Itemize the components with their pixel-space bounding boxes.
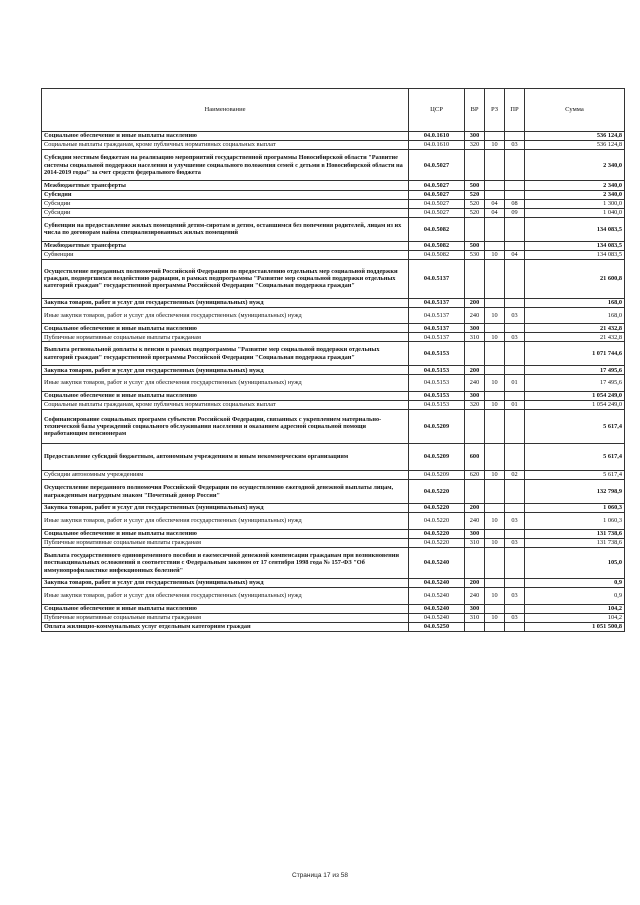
table-row — [42, 513, 625, 530]
cell-pr — [505, 217, 525, 241]
cell-csr: 04.0.5082 — [409, 241, 465, 250]
cell-pr — [505, 181, 525, 190]
cell-name: Осуществление переданных полномочий Российской Федерации по предоставлению отдельных мер социальной поддержки граждан, подвергшихся воздействию радиации, в рамках подпрограммы "Развитие мер социальной поддержки отдельных категорий граждан" государственной программы Российской Федерации "Социальная поддержка граждан" — [42, 259, 409, 298]
cell-vr: 300 — [465, 529, 485, 538]
cell-sum: 104,2 — [525, 604, 625, 613]
cell-rz — [485, 480, 505, 504]
cell-rz: 10 — [485, 400, 505, 409]
cell-vr: 520 — [465, 190, 485, 199]
cell-sum: 131 738,6 — [525, 529, 625, 538]
cell-pr: 08 — [505, 199, 525, 208]
cell-sum: 134 083,5 — [525, 250, 625, 259]
cell-pr — [505, 342, 525, 366]
cell-sum: 21 432,8 — [525, 333, 625, 342]
cell-rz — [485, 604, 505, 613]
table-row — [42, 190, 625, 199]
cell-csr: 04.0.1610 — [409, 132, 465, 141]
cell-rz: 10 — [485, 333, 505, 342]
table-row — [42, 217, 625, 241]
header-pr: ПР — [505, 89, 525, 132]
cell-name: Предоставление субсидий бюджетным, автономным учреждениям и иным некоммерческим организациям — [42, 444, 409, 471]
cell-csr: 04.0.5209 — [409, 410, 465, 444]
cell-name: Субсидии местным бюджетам на реализацию мероприятий государственной программы Новосибирской области "Развитие системы социальной поддержки населения и улучшение социального положения семей с детьми в Новосибирской области на 2014-2019 годы" за счет средств федерального бюджета — [42, 150, 409, 181]
cell-rz — [485, 391, 505, 400]
table-row — [42, 298, 625, 307]
cell-vr: 200 — [465, 504, 485, 513]
cell-vr — [465, 622, 485, 631]
cell-vr: 200 — [465, 366, 485, 375]
header-name: Наименование — [42, 89, 409, 132]
cell-name: Публичные нормативные социальные выплаты гражданам — [42, 333, 409, 342]
table-row — [42, 241, 625, 250]
table-row — [42, 199, 625, 208]
cell-name: Социальное обеспечение и иные выплаты населению — [42, 529, 409, 538]
cell-pr: 04 — [505, 250, 525, 259]
cell-pr — [505, 504, 525, 513]
cell-name: Социальное обеспечение и иные выплаты населению — [42, 324, 409, 333]
cell-name: Иные закупки товаров, работ и услуг для обеспечения государственных (муниципальных) нужд — [42, 307, 409, 324]
cell-vr: 600 — [465, 444, 485, 471]
cell-sum: 1 060,3 — [525, 504, 625, 513]
cell-name: Субвенции на предоставление жилых помещений детям-сиротам и детям, оставшимся без попечения родителей, лицам из их числа по договорам найма специализированных жилых помещений — [42, 217, 409, 241]
table-row — [42, 579, 625, 588]
cell-sum: 1 054 249,0 — [525, 400, 625, 409]
cell-pr: 03 — [505, 613, 525, 622]
cell-sum: 21 600,8 — [525, 259, 625, 298]
cell-name: Закупка товаров, работ и услуг для государственных (муниципальных) нужд — [42, 504, 409, 513]
cell-pr: 03 — [505, 513, 525, 530]
cell-rz — [485, 324, 505, 333]
cell-sum: 5 617,4 — [525, 471, 625, 480]
cell-pr: 03 — [505, 307, 525, 324]
cell-name: Закупка товаров, работ и услуг для государственных (муниципальных) нужд — [42, 298, 409, 307]
table-row — [42, 324, 625, 333]
cell-rz: 04 — [485, 208, 505, 217]
cell-pr: 03 — [505, 588, 525, 605]
cell-rz — [485, 444, 505, 471]
cell-rz — [485, 410, 505, 444]
table-row — [42, 181, 625, 190]
cell-csr: 04.0.5137 — [409, 324, 465, 333]
cell-name: Межбюджетные трансферты — [42, 241, 409, 250]
table-row — [42, 538, 625, 547]
cell-rz — [485, 259, 505, 298]
cell-sum: 536 124,8 — [525, 141, 625, 150]
table-row — [42, 342, 625, 366]
cell-sum: 104,2 — [525, 613, 625, 622]
cell-csr: 04.0.5220 — [409, 480, 465, 504]
cell-vr: 500 — [465, 241, 485, 250]
table-row — [42, 622, 625, 631]
table-row — [42, 250, 625, 259]
cell-name: Социальные выплаты гражданам, кроме публичных нормативных социальных выплат — [42, 141, 409, 150]
cell-pr: 02 — [505, 471, 525, 480]
cell-csr: 04.0.5153 — [409, 375, 465, 392]
cell-rz — [485, 366, 505, 375]
cell-pr — [505, 604, 525, 613]
cell-sum: 17 495,6 — [525, 375, 625, 392]
cell-name: Социальное обеспечение и иные выплаты населению — [42, 604, 409, 613]
cell-sum: 1 040,0 — [525, 208, 625, 217]
cell-csr: 04.0.5240 — [409, 547, 465, 578]
cell-sum: 5 617,4 — [525, 444, 625, 471]
cell-sum: 1 051 500,8 — [525, 622, 625, 631]
cell-vr — [465, 259, 485, 298]
table-row — [42, 410, 625, 444]
cell-vr: 520 — [465, 208, 485, 217]
cell-csr: 04.0.5027 — [409, 150, 465, 181]
cell-csr: 04.0.5220 — [409, 538, 465, 547]
cell-pr — [505, 150, 525, 181]
cell-rz — [485, 241, 505, 250]
cell-name: Публичные нормативные социальные выплаты гражданам — [42, 538, 409, 547]
cell-rz: 10 — [485, 613, 505, 622]
cell-name: Иные закупки товаров, работ и услуг для обеспечения государственных (муниципальных) нужд — [42, 588, 409, 605]
cell-csr: 04.0.5240 — [409, 579, 465, 588]
cell-csr: 04.0.5153 — [409, 391, 465, 400]
cell-pr — [505, 391, 525, 400]
cell-pr — [505, 298, 525, 307]
cell-rz — [485, 342, 505, 366]
cell-sum: 2 340,0 — [525, 190, 625, 199]
cell-name: Закупка товаров, работ и услуг для государственных (муниципальных) нужд — [42, 579, 409, 588]
cell-rz: 10 — [485, 250, 505, 259]
table-body — [42, 132, 625, 632]
cell-pr — [505, 410, 525, 444]
cell-sum: 132 798,9 — [525, 480, 625, 504]
cell-vr — [465, 342, 485, 366]
cell-vr — [465, 547, 485, 578]
table-row — [42, 150, 625, 181]
cell-sum: 168,0 — [525, 307, 625, 324]
cell-csr: 04.0.1610 — [409, 141, 465, 150]
cell-vr: 300 — [465, 324, 485, 333]
cell-sum: 105,0 — [525, 547, 625, 578]
cell-csr: 04.0.5027 — [409, 190, 465, 199]
cell-csr: 04.0.5137 — [409, 307, 465, 324]
cell-pr: 03 — [505, 538, 525, 547]
cell-pr — [505, 579, 525, 588]
table-row — [42, 588, 625, 605]
cell-rz — [485, 190, 505, 199]
cell-pr — [505, 132, 525, 141]
cell-pr — [505, 259, 525, 298]
header-csr: ЦСР — [409, 89, 465, 132]
cell-vr: 620 — [465, 471, 485, 480]
cell-csr: 04.0.5153 — [409, 342, 465, 366]
table-row — [42, 400, 625, 409]
cell-rz — [485, 217, 505, 241]
cell-vr: 530 — [465, 250, 485, 259]
header-sum: Сумма — [525, 89, 625, 132]
cell-name: Осуществление переданного полномочия Российской Федерации по осуществлению ежегодной денежной выплаты лицам, награжденным нагрудным знаком "Почетный донор России" — [42, 480, 409, 504]
cell-pr — [505, 622, 525, 631]
cell-sum: 134 083,5 — [525, 217, 625, 241]
cell-sum: 2 340,0 — [525, 150, 625, 181]
cell-sum: 134 083,5 — [525, 241, 625, 250]
cell-vr: 240 — [465, 588, 485, 605]
table-row — [42, 480, 625, 504]
cell-vr — [465, 410, 485, 444]
cell-name: Оплата жилищно-коммунальных услуг отдельным категориям граждан — [42, 622, 409, 631]
cell-pr: 01 — [505, 400, 525, 409]
cell-vr: 520 — [465, 199, 485, 208]
cell-rz: 04 — [485, 199, 505, 208]
cell-sum: 2 340,0 — [525, 181, 625, 190]
cell-name: Публичные нормативные социальные выплаты гражданам — [42, 613, 409, 622]
cell-pr: 09 — [505, 208, 525, 217]
cell-sum: 1 300,0 — [525, 199, 625, 208]
table-row — [42, 208, 625, 217]
cell-vr: 320 — [465, 141, 485, 150]
table-row — [42, 444, 625, 471]
table-row — [42, 333, 625, 342]
table-header — [42, 89, 625, 132]
header-rz: РЗ — [485, 89, 505, 132]
cell-sum: 17 495,6 — [525, 366, 625, 375]
cell-rz — [485, 298, 505, 307]
cell-csr: 04.0.5240 — [409, 604, 465, 613]
cell-pr — [505, 366, 525, 375]
cell-csr: 04.0.5209 — [409, 444, 465, 471]
table-row — [42, 375, 625, 392]
cell-vr: 200 — [465, 298, 485, 307]
cell-vr — [465, 150, 485, 181]
cell-csr: 04.0.5209 — [409, 471, 465, 480]
cell-pr — [505, 480, 525, 504]
table-row — [42, 132, 625, 141]
page-number: Страница 17 из 58 — [292, 872, 348, 879]
table-row — [42, 504, 625, 513]
cell-vr: 310 — [465, 538, 485, 547]
cell-name: Межбюджетные трансферты — [42, 181, 409, 190]
cell-pr — [505, 547, 525, 578]
cell-sum: 0,9 — [525, 588, 625, 605]
cell-sum: 168,0 — [525, 298, 625, 307]
cell-rz — [485, 504, 505, 513]
cell-sum: 5 617,4 — [525, 410, 625, 444]
cell-csr: 04.0.5137 — [409, 298, 465, 307]
cell-csr: 04.0.5027 — [409, 199, 465, 208]
cell-name: Социальные выплаты гражданам, кроме публичных нормативных социальных выплат — [42, 400, 409, 409]
cell-sum: 131 738,6 — [525, 538, 625, 547]
cell-pr: 03 — [505, 333, 525, 342]
table-row — [42, 471, 625, 480]
cell-vr: 310 — [465, 333, 485, 342]
cell-vr: 300 — [465, 391, 485, 400]
cell-rz — [485, 622, 505, 631]
cell-sum: 1 071 744,6 — [525, 342, 625, 366]
cell-name: Софинансирование социальных программ субъектов Российской Федерации, связанных с укреплением материально-технической базы учреждений социального обслуживания населения и оказанием адресной социальной помощи неработающим пенсионерам — [42, 410, 409, 444]
cell-rz: 10 — [485, 307, 505, 324]
table-row — [42, 366, 625, 375]
cell-vr: 310 — [465, 613, 485, 622]
cell-csr: 04.0.5137 — [409, 333, 465, 342]
cell-name: Иные закупки товаров, работ и услуг для обеспечения государственных (муниципальных) нужд — [42, 513, 409, 530]
cell-name: Социальное обеспечение и иные выплаты населению — [42, 391, 409, 400]
cell-vr: 300 — [465, 604, 485, 613]
budget-table — [41, 88, 625, 632]
cell-rz: 10 — [485, 538, 505, 547]
cell-name: Выплата региональной доплаты к пенсии в рамках подпрограммы "Развитие мер социальной поддержки отдельных категорий граждан" государственной программы Российской Федерации "Социальная поддержка граждан" — [42, 342, 409, 366]
cell-csr: 04.0.5082 — [409, 217, 465, 241]
cell-name: Субсидии — [42, 190, 409, 199]
cell-rz: 10 — [485, 588, 505, 605]
cell-csr: 04.0.5220 — [409, 504, 465, 513]
cell-csr: 04.0.5220 — [409, 513, 465, 530]
cell-name: Субсидии — [42, 199, 409, 208]
cell-vr: 500 — [465, 181, 485, 190]
cell-vr: 300 — [465, 132, 485, 141]
cell-csr: 04.0.5137 — [409, 259, 465, 298]
cell-vr: 200 — [465, 579, 485, 588]
table-row — [42, 259, 625, 298]
cell-rz — [485, 132, 505, 141]
cell-name: Социальное обеспечение и иные выплаты населению — [42, 132, 409, 141]
cell-rz — [485, 150, 505, 181]
cell-csr: 04.0.5153 — [409, 366, 465, 375]
table-row — [42, 529, 625, 538]
cell-rz — [485, 529, 505, 538]
cell-rz — [485, 579, 505, 588]
cell-rz: 10 — [485, 513, 505, 530]
cell-csr: 04.0.5220 — [409, 529, 465, 538]
cell-csr: 04.0.5027 — [409, 181, 465, 190]
table-row — [42, 613, 625, 622]
cell-pr — [505, 529, 525, 538]
cell-vr — [465, 480, 485, 504]
cell-csr: 04.0.5240 — [409, 613, 465, 622]
cell-name: Субсидии — [42, 208, 409, 217]
cell-vr: 320 — [465, 400, 485, 409]
cell-csr: 04.0.5240 — [409, 588, 465, 605]
cell-rz — [485, 547, 505, 578]
cell-name: Выплата государственного единовременного пособия и ежемесячной денежной компенсации гражданам при возникновении поствакцинальных осложнений в соответствии с Федеральным законом от 17 сентября 1998 года № 157-ФЗ "Об иммунопрофилактике инфекционных болезней" — [42, 547, 409, 578]
cell-name: Закупка товаров, работ и услуг для государственных (муниципальных) нужд — [42, 366, 409, 375]
cell-pr — [505, 190, 525, 199]
cell-csr: 04.0.5250 — [409, 622, 465, 631]
cell-vr: 240 — [465, 307, 485, 324]
cell-sum: 1 060,3 — [525, 513, 625, 530]
cell-csr: 04.0.5082 — [409, 250, 465, 259]
cell-csr: 04.0.5027 — [409, 208, 465, 217]
cell-pr: 01 — [505, 375, 525, 392]
cell-pr: 03 — [505, 141, 525, 150]
cell-name: Иные закупки товаров, работ и услуг для обеспечения государственных (муниципальных) нужд — [42, 375, 409, 392]
table-row — [42, 391, 625, 400]
cell-name: Субсидии автономным учреждениям — [42, 471, 409, 480]
header-vr: ВР — [465, 89, 485, 132]
cell-sum: 536 124,8 — [525, 132, 625, 141]
cell-vr: 240 — [465, 513, 485, 530]
table-row — [42, 307, 625, 324]
cell-rz: 10 — [485, 141, 505, 150]
table-row — [42, 141, 625, 150]
cell-csr: 04.0.5153 — [409, 400, 465, 409]
cell-vr: 240 — [465, 375, 485, 392]
cell-vr — [465, 217, 485, 241]
cell-sum: 1 054 249,0 — [525, 391, 625, 400]
cell-pr — [505, 324, 525, 333]
cell-sum: 21 432,8 — [525, 324, 625, 333]
cell-rz: 10 — [485, 471, 505, 480]
cell-rz: 10 — [485, 375, 505, 392]
table-row — [42, 547, 625, 578]
cell-pr — [505, 241, 525, 250]
cell-name: Субвенции — [42, 250, 409, 259]
cell-sum: 0,9 — [525, 579, 625, 588]
cell-pr — [505, 444, 525, 471]
table-row — [42, 604, 625, 613]
cell-rz — [485, 181, 505, 190]
